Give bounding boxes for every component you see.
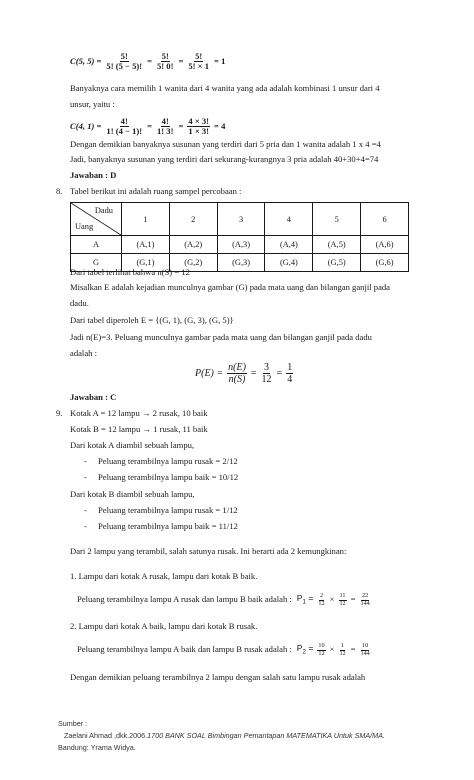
probability-p2-line: Peluang terambilnya lampu A baik dan lampu B rusak adalah : $P_2$ = $\frac{10}{12}$ × $\frac{1}{12}$ = $\frac{10}{144}$ xyxy=(77,642,370,657)
row-label: G xyxy=(71,254,122,272)
table-cell: (A,4) xyxy=(265,236,313,254)
p1-symbol: $P_1$ = xyxy=(296,593,314,607)
c55-frac-3: $\frac{5!}{5! \times 1}$ xyxy=(188,51,210,72)
table-cell: (A,6) xyxy=(361,236,409,254)
c55-result: = 1 xyxy=(214,56,226,67)
bullet-dash: - xyxy=(84,521,87,531)
paragraph: Banyaknya cara memilih 1 wanita dari 4 wanita yang ada adalah kombinasi 1 unsur dari 4 xyxy=(70,83,380,93)
c41-frac-1: $\frac{4!}{1! (4 - 1)!}$ xyxy=(106,116,143,137)
paragraph: Dengan demikian peluang terambilnya 2 lampu dengan salah satu lampu rusak adalah xyxy=(70,672,366,682)
table-cell: (A,5) xyxy=(313,236,361,254)
citation-title: 1700 BANK SOAL Bimbingan Pemantapan MATEMATIKA Untuk SMA/MA. xyxy=(147,731,385,740)
pe-lhs: P(E) = xyxy=(195,367,224,379)
paragraph: Dengan demikian banyaknya susunan yang terdiri dari 5 pria dan 1 wanita adalah 1 x 4 =4 xyxy=(70,139,381,149)
table-row xyxy=(71,236,409,254)
list-item: - Peluang terambilnya lampu baik = 11/12 xyxy=(84,521,238,531)
p2-symbol: $P_2$ = xyxy=(296,643,314,657)
citation-authors: Zaelani Ahmad ,dkk.2006. xyxy=(64,731,148,740)
event-set-text: Dari tabel diperoleh E = xyxy=(70,315,156,325)
paragraph: Kotak A = 12 lampu → 2 rusak, 10 baik xyxy=(70,408,208,418)
p2-frac-3: $\frac{10}{144}$ xyxy=(360,642,370,657)
bullet-dash: - xyxy=(84,505,87,515)
c55-lhs: C(5, 5) = xyxy=(70,56,102,67)
combination-c41: C(4, 1) = $\frac{4!}{1! (4 - 1)!}$ = $\frac{4!}{1! 3!}$ = $\frac{4 \times 3!}{1 \times 3!}$ = 4 xyxy=(70,116,226,137)
probability-p1-line: Peluang terambilnya lampu A rusak dan lampu B baik adalah : $P_1$ = $\frac{2}{12}$ × $\frac{11}{12}$ = $\frac{22}{144}$ xyxy=(77,592,370,607)
c41-frac-3: $\frac{4 \times 3!}{1 \times 3!}$ xyxy=(188,116,210,137)
paragraph: 2. Lampu dari kotak A baik, lampu dari kotak B rusak. xyxy=(70,621,258,631)
table-corner-cell xyxy=(71,203,122,236)
paragraph: Dari kotak B diambil sebuah lampu, xyxy=(70,489,195,499)
pe-frac-2: $\frac{3}{12}$ xyxy=(261,362,272,385)
paragraph: unsur, yaitu : xyxy=(70,99,115,109)
p1-frac-2: $\frac{11}{12}$ xyxy=(339,592,346,607)
answer-label: Jawaban : C xyxy=(70,392,117,402)
table-header-cell: 2 xyxy=(169,203,217,236)
table-header-cell: 6 xyxy=(361,203,409,236)
paragraph: Dari tabel terlihat bahwa n(S) = 12 xyxy=(70,267,190,277)
paragraph: Dari 2 lampu yang terambil, salah satunya rusak. Ini berarti ada 2 kemungkinan: xyxy=(70,546,347,556)
table-cell: (G,3) xyxy=(217,254,265,272)
c55-frac-2: $\frac{5!}{5! 0!}$ xyxy=(157,51,174,72)
c41-result: = 4 xyxy=(214,121,226,132)
paragraph: Dari kotak A diambil sebuah lampu, xyxy=(70,440,195,450)
c41-frac-2: $\frac{4!}{1! 3!}$ xyxy=(157,116,174,137)
p1-frac-3: $\frac{22}{144}$ xyxy=(360,592,370,607)
table-cell: (G,6) xyxy=(361,254,409,272)
question-number: 9. xyxy=(56,408,63,418)
list-item: - Peluang terambilnya lampu rusak = 2/12 xyxy=(84,456,238,466)
table-header-cell: 4 xyxy=(265,203,313,236)
table-cell: (G,1) xyxy=(122,254,170,272)
p2-frac-1: $\frac{10}{12}$ xyxy=(318,642,325,657)
p1-frac-1: $\frac{2}{12}$ xyxy=(318,592,325,607)
p2-text: Peluang terambilnya lampu A baik dan lampu B rusak adalah : xyxy=(77,644,292,655)
paragraph: 1. Lampu dari kotak A rusak, lampu dari kotak B baik. xyxy=(70,571,258,581)
table-cell: (A,1) xyxy=(122,236,170,254)
c41-lhs: C(4, 1) = xyxy=(70,121,102,132)
footer-citation xyxy=(64,732,385,740)
corner-label-uang: Uang xyxy=(75,222,94,231)
event-set: {(G, 1), (G, 3), (G, 5)} xyxy=(155,315,234,325)
question-number: 8. xyxy=(56,186,63,196)
list-item: - Peluang terambilnya lampu rusak = 1/12 xyxy=(84,505,238,515)
paragraph: adalah : xyxy=(70,348,97,358)
paragraph: Misalkan E adalah kejadian munculnya gambar (G) pada mata uang dan bilangan ganjil pada xyxy=(70,282,390,292)
paragraph: Jadi, banyaknya susunan yang terdiri dari sekurang-kurangnya 3 pria adalah 40+30+4=74 xyxy=(70,154,379,164)
probability-formula: P(E) = $\frac{n(E)}{n(S)}$ = $\frac{3}{12}$ = $\frac{1}{4}$ xyxy=(195,362,293,385)
footer-source-label: Sumber : xyxy=(58,719,88,728)
table-header-cell: 1 xyxy=(122,203,170,236)
table-cell: (A,3) xyxy=(217,236,265,254)
paragraph: Kotak B = 12 lampu → 1 rusak, 11 baik xyxy=(70,424,208,434)
corner-label-dadu: Dadu xyxy=(94,206,113,215)
paragraph: Jadi n(E)=3. Peluang munculnya gambar pada mata uang dan bilangan ganjil pada dadu xyxy=(70,332,372,342)
p1-text: Peluang terambilnya lampu A rusak dan lampu B baik adalah : xyxy=(77,594,292,605)
combination-c55: C(5, 5) = $\frac{5!}{5! (5 - 5)!}$ = $\frac{5!}{5! 0!}$ = $\frac{5!}{5! \times 1}$ = 1 xyxy=(70,51,226,72)
bullet-dash: - xyxy=(84,472,87,482)
pe-frac-1: $\frac{n(E)}{n(S)}$ xyxy=(228,362,246,385)
table-header-cell: 3 xyxy=(217,203,265,236)
row-label: A xyxy=(71,236,122,254)
p2-frac-2: $\frac{1}{12}$ xyxy=(339,642,346,657)
list-item: - Peluang terambilnya lampu baik = 10/12 xyxy=(84,472,239,482)
c55-frac-1: $\frac{5!}{5! (5 - 5)!}$ xyxy=(106,51,143,72)
table-cell: (G,2) xyxy=(169,254,217,272)
table-header-row xyxy=(71,203,409,236)
answer-label: Jawaban : D xyxy=(70,170,117,180)
pe-frac-3: $\frac{1}{4}$ xyxy=(287,362,293,385)
paragraph: dadu. xyxy=(70,298,89,308)
table-header-cell: 5 xyxy=(313,203,361,236)
table-cell: (A,2) xyxy=(169,236,217,254)
sample-space-table xyxy=(70,202,409,272)
paragraph: Tabel berikut ini adalah ruang sampel percobaan : xyxy=(70,186,242,196)
table-cell: (G,4) xyxy=(265,254,313,272)
table-cell: (G,5) xyxy=(313,254,361,272)
event-set-line xyxy=(70,316,234,326)
footer-publisher: Bandung: Yrama Widya. xyxy=(58,743,136,752)
bullet-dash: - xyxy=(84,456,87,466)
